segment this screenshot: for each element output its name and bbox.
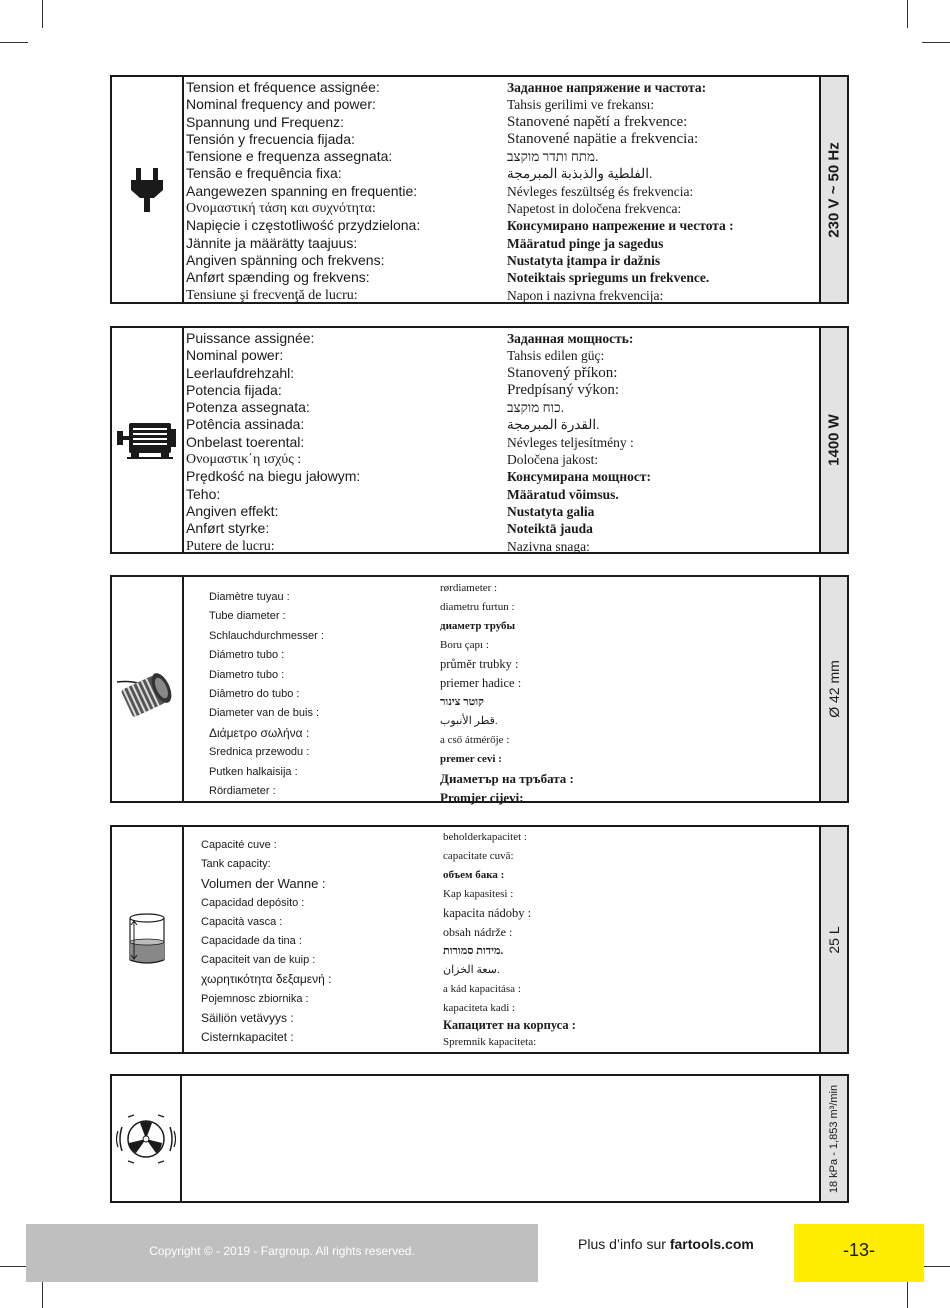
value-cell — [819, 577, 847, 801]
spec-value: 25 L — [826, 925, 842, 954]
labels-left — [201, 836, 332, 1047]
spec-value: 1400 W — [825, 414, 843, 466]
label: Anført spænding og frekvens: — [186, 269, 370, 286]
labels-left — [209, 588, 324, 801]
label: כוח מוקצב. — [507, 400, 565, 416]
label: Stanovené napätie a frekvencia: — [507, 130, 699, 147]
value-cell — [819, 1076, 847, 1201]
label: سعة الخزان. — [443, 964, 500, 976]
label: obsah nádrže : — [443, 925, 513, 939]
label: القدرة المبرمجة. — [507, 417, 600, 433]
label: Rördiameter : — [209, 785, 276, 798]
label: kapaciteta kadi : — [443, 1002, 516, 1014]
label: χωρητικότητα δεξαμενή : — [201, 972, 332, 987]
label: Onbelast toerental: — [186, 433, 305, 450]
label: Noteiktā jauda — [507, 521, 593, 537]
label: Potenza assegnata: — [186, 399, 310, 416]
label: Määratud võimsus. — [507, 486, 619, 502]
label: Leerlaufdrehzahl: — [186, 364, 295, 381]
label: Заданное напряжение и частота: — [507, 80, 707, 95]
label: Potencia fijada: — [186, 381, 282, 398]
label: průměr trubky : — [440, 657, 519, 671]
label: Prędkość na biegu jałowym: — [186, 468, 361, 485]
icon-cell — [112, 577, 184, 801]
label: Tahsis gerilimi ve frekansı: — [507, 97, 655, 113]
label: Cisternkapacitet : — [201, 1030, 294, 1045]
crop-mark — [907, 0, 908, 28]
label: Capacidad depósito : — [201, 896, 305, 909]
label: קוטר צינור — [440, 696, 484, 708]
spec-power — [110, 326, 849, 554]
label: Määratud pinge ja sagedus — [507, 235, 664, 251]
spec-suction — [110, 1074, 849, 1203]
crop-mark — [0, 1266, 28, 1267]
label: Diametro tubo : — [209, 668, 285, 681]
label: Napetost in določena frekvenca: — [507, 201, 682, 217]
label: diametru furtun : — [440, 601, 515, 613]
label: Pojemnosc zbiornika : — [201, 992, 309, 1005]
label: Stanovené napětí a frekvence: — [507, 113, 688, 130]
label: Säiliön vetävyys : — [201, 1010, 294, 1025]
label: Nazivna snaga: — [507, 538, 590, 554]
label: Spannung und Frequenz: — [186, 113, 345, 130]
label: Névleges feszültség és frekvencia: — [507, 183, 694, 199]
label: диаметр трубы — [440, 620, 516, 632]
labels-right — [443, 828, 576, 1052]
fan-icon — [116, 1111, 176, 1167]
label: מידות סמורות. — [443, 945, 504, 957]
footer-copyright-bar — [26, 1224, 538, 1282]
spec-tank-capacity — [110, 825, 849, 1054]
crop-mark — [42, 0, 43, 28]
website-link[interactable]: fartools.com — [669, 1236, 754, 1252]
icon-cell — [112, 77, 184, 302]
label: Διάμετρο σωλήνα : — [209, 725, 310, 740]
label: Spremnik kapaciteta: — [443, 1036, 537, 1048]
crop-mark — [0, 42, 28, 43]
icon-cell — [112, 827, 184, 1052]
label: Capacità vasca : — [201, 915, 283, 928]
value-cell — [819, 77, 847, 302]
motor-icon — [117, 421, 177, 459]
label: Nominal power: — [186, 347, 284, 364]
crop-mark — [907, 1280, 908, 1308]
label: Ονομαστικ΄η ισχύς : — [186, 452, 302, 468]
label: Napon i nazivna frekvencija: — [507, 287, 664, 303]
label: Ονομαστική τάση και συχνότητα: — [186, 201, 376, 217]
spec-value: 18 kPa - 1,853 m³/min — [828, 1084, 840, 1193]
label: Capacité cuve : — [201, 839, 277, 851]
label: Tensão e frequência fixa: — [186, 165, 342, 182]
label: kapacita nádoby : — [443, 906, 532, 920]
label: rørdiameter : — [440, 582, 498, 594]
label: Putken halkaisija : — [209, 765, 298, 778]
label: Nominal frequency and power: — [186, 96, 376, 113]
label: Jännite ja määrätty taajuus: — [186, 234, 358, 251]
label: Teho: — [186, 485, 221, 502]
spec-voltage — [110, 75, 849, 304]
label: Capacidade da tina : — [201, 935, 302, 948]
labels-right — [507, 330, 651, 555]
hose-icon — [115, 654, 179, 724]
plug-icon — [130, 168, 164, 212]
label: Диаметър на тръбата : — [440, 771, 574, 786]
label: a cső átmérője : — [440, 734, 510, 746]
label: Angiven spänning och frekvens: — [186, 251, 385, 268]
label: Tensión y frecuencia fijada: — [186, 130, 355, 147]
label: Tahsis edilen güç: — [507, 348, 605, 364]
label: premer cevi : — [440, 753, 502, 765]
page-number-box — [794, 1224, 924, 1282]
info-prefix: Plus d’info sur — [578, 1236, 670, 1252]
label: מתח ותדר מוקצב. — [507, 149, 599, 165]
crop-mark — [42, 1280, 43, 1308]
label: Srednica przewodu : — [209, 746, 310, 759]
spec-value: Ø 42 mm — [826, 660, 842, 718]
labels-right — [440, 579, 574, 807]
label: Aangewezen spanning en frequentie: — [186, 182, 418, 199]
label: الفلطية والذبذبة المبرمجة. — [507, 166, 653, 182]
label: Tensione e frequenza assegnata: — [186, 148, 393, 165]
label: Volumen der Wanne : — [201, 876, 326, 892]
label: a kád kapacitása : — [443, 983, 521, 995]
label: Anført styrke: — [186, 520, 270, 537]
label: Консумирана мощност: — [507, 469, 651, 485]
label: Kap kapasitesi : — [443, 888, 514, 900]
label: Potência assinada: — [186, 416, 305, 433]
label: Diámetro tubo : — [209, 649, 285, 662]
labels-left — [186, 330, 360, 555]
label: Boru çapı : — [440, 639, 489, 651]
label: Putere de lucru: — [186, 538, 275, 554]
label: Noteiktais spriegums un frekvence. — [507, 270, 710, 286]
icon-cell — [112, 328, 184, 552]
label: Napięcie i częstotliwość przydzielona: — [186, 217, 421, 234]
label: Névleges teljesítmény : — [507, 434, 634, 450]
label: Schlauchdurchmesser : — [209, 629, 324, 642]
labels-right — [507, 79, 734, 304]
label: Tension et fréquence assignée: — [186, 79, 380, 95]
label: Nustatyta galia — [507, 503, 595, 519]
label: قطر الأنبوب. — [440, 715, 498, 727]
icon-cell — [112, 1076, 182, 1201]
footer-info — [578, 1236, 754, 1252]
label: Diâmetro do tubo : — [209, 688, 300, 701]
label: Angiven effekt: — [186, 502, 279, 519]
crop-mark — [922, 42, 950, 43]
label: Nustatyta įtampa ir dažnis — [507, 252, 661, 268]
label: объем бака : — [443, 869, 505, 881]
label: Tube diameter : — [209, 610, 286, 623]
page-number: -13- — [842, 1240, 875, 1260]
label: priemer hadice : — [440, 676, 522, 690]
label: Tensiune şi frecvenţă de lucru: — [186, 287, 358, 303]
label: Заданная мощность: — [507, 331, 634, 346]
crop-mark — [922, 1266, 950, 1267]
label: Капацитет на корпуса : — [443, 1018, 576, 1032]
label: capacitate cuvă: — [443, 850, 514, 862]
tank-icon — [127, 912, 167, 968]
value-cell — [819, 827, 847, 1052]
label: Stanovený příkon: — [507, 364, 618, 381]
value-cell — [819, 328, 847, 552]
spec-hose-diameter — [110, 575, 849, 803]
label: Promjer cijevi: — [440, 790, 524, 805]
spec-value: 230 V ~ 50 Hz — [825, 141, 843, 238]
label: Predpísaný výkon: — [507, 381, 620, 398]
label: Capaciteit van de kuip : — [201, 954, 316, 967]
label: Določena jakost: — [507, 452, 599, 468]
label: Puissance assignée: — [186, 330, 315, 346]
label: Diamètre tuyau : — [209, 591, 290, 603]
label: beholderkapacitet : — [443, 831, 527, 843]
label: Diameter van de buis : — [209, 707, 320, 720]
label: Tank capacity: — [201, 858, 271, 871]
label: Консумирано напрежение и честота : — [507, 218, 734, 234]
copyright-text: Copyright © - 2019 - Fargroup. All rights reserved. — [149, 1244, 415, 1258]
labels-left — [186, 79, 420, 304]
